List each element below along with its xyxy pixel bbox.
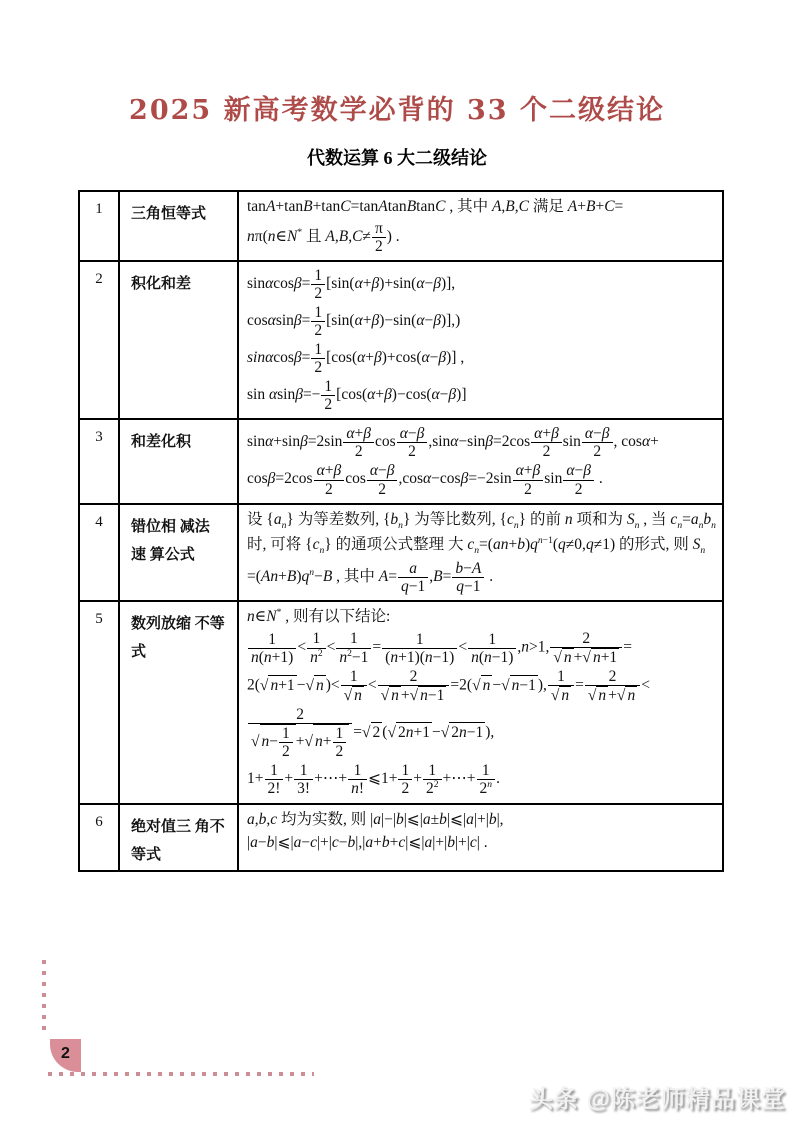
- conclusions-table: [78, 190, 724, 872]
- formula-line: cosαsinβ= $\frac{1}{2}$ [sin(α+β)−sin(α−β)],): [247, 304, 461, 340]
- section-subtitle: 代数运算 6 大二级结论: [307, 148, 487, 168]
- formula-line: 2(√ n+1 −√ n )< $\frac{1}{√ n}$ < $\frac{2}{√ n +√ n-1}$ =2(√ n −√ n−1 ), $\frac{1}{√ n}$ = $\frac{2}{√ n +√ n}$ <: [247, 668, 650, 705]
- decor-vertical-dotted-line: [42, 960, 46, 1034]
- table-row: [79, 804, 723, 871]
- row-topic: [119, 191, 238, 261]
- page-number-badge: 2: [50, 1039, 81, 1072]
- row-formulas: [238, 261, 723, 419]
- page-title: 2025 新高考数学必背的 33 个二级结论: [129, 95, 665, 126]
- decor-horizontal-dotted-line: [48, 1072, 314, 1076]
- formula-line: 时, 可将 $\{c_n\}$ 的通项公式整理 大 $c_n=(an+b)q^{n-1}(q\ne 0,q\ne 1)$ 的形式, 则 $S_n$: [247, 534, 706, 556]
- conclusions-table-body: [79, 191, 723, 871]
- formula-line: 设 $\{a_n\}$ 为等差数列, $\{b_n\}$ 为等比数列, $\{c_n\}$ 的前 n 项和为 $S_n$ , 当 $c_n=a_nb_n$: [247, 510, 716, 531]
- formula-line: tanA+tanB+tanC=tanAtanBtanC , 其中 A,B,C 满足 A+B+C=: [247, 198, 624, 215]
- topic-line: 数列放缩 不等: [131, 615, 225, 632]
- row-topic: [119, 601, 238, 804]
- formula-line: a,b,c 均为实数, 则 |a|−|b|⩽|a±b|⩽|a|+|b|,: [247, 810, 504, 828]
- formula-line: cosβ=2cos $\frac{\alpha+\beta}{2}$ cos $\frac{\alpha-\beta}{2}$ ,cosα−cosβ=−2sin $\frac{\alpha+\beta}{2}$ sin $\frac{\alpha-\beta}{2}$ .: [247, 462, 603, 498]
- row-topic: [119, 804, 238, 871]
- topic-line: 三角恒等式: [131, 206, 207, 222]
- row-formulas: [238, 419, 723, 503]
- row-number: 3: [79, 419, 119, 503]
- topic-line: 等式: [131, 847, 162, 864]
- formula-line: 2 √ n− $\frac{1}{2}$ +√ n+ $\frac{1}{2}$ =√ 2 (√ 2n+1 −√ 2n−1 ),: [247, 706, 716, 760]
- formula-line: |a−b|⩽|a−c|+|c−b|,|a+b+c|⩽|a|+|b|+|c| .: [247, 833, 488, 851]
- formula-line: sin αsinβ=− $\frac{1}{2}$ [cos(α+β)−cos(α−β)]: [247, 378, 467, 414]
- row-number: 6: [79, 804, 119, 871]
- row-formulas: [238, 191, 723, 261]
- table-row: [79, 419, 723, 503]
- topic-line: 积化和差: [131, 276, 192, 293]
- table-row: [79, 191, 723, 261]
- watermark-text: 头条 @陈老师精品课堂: [528, 1086, 786, 1113]
- formula-line: sinαcosβ= $\frac{1}{2}$ [cos(α+β)+cos(α−β)] ,: [247, 341, 465, 377]
- topic-line: 错位相 减法: [131, 518, 210, 535]
- topic-line: 式: [131, 644, 147, 661]
- table-row: [79, 504, 723, 601]
- formula-line: n∈N* , 则有以下结论:: [247, 606, 391, 626]
- formula-line: 1+ $\frac{1}{2!}$ + $\frac{1}{3!}$ +⋯+ $\frac{1}{n!}$ ⩽1+ $\frac{1}{2}$ + $\frac{1}{2^2}$ +⋯+ $\frac{1}{2^n}$ .: [247, 762, 500, 798]
- formula-line: $\frac{1}{n(n+1)}$ < $\frac{1}{n^2}$ < $\frac{1}{n^2-1}$ = $\frac{1}{(n+1)(n-1)}$ < $\frac{1}{n(n-1)}$ ,n>1, $\frac{2}{√ n +√ n+1}$ =: [247, 630, 716, 666]
- row-number: 5: [79, 601, 119, 804]
- topic-line: 速 算公式: [131, 547, 195, 564]
- table-row: [79, 601, 723, 804]
- topic-line: 和差化积: [131, 434, 192, 451]
- row-number: 1: [79, 191, 119, 261]
- formula-line: nπ(n∈N* 且 A,B,C≠ $\frac{\pi}{2}$ ) .: [247, 219, 400, 255]
- row-topic: [119, 504, 238, 601]
- formula-line: sinαcosβ= $\frac{1}{2}$ [sin(α+β)+sin(α−β)],: [247, 267, 456, 303]
- topic-line: 绝对值三 角不: [131, 818, 225, 835]
- row-formulas: [238, 804, 723, 871]
- row-topic: [119, 261, 238, 419]
- formula-line: sinα+sinβ=2sin $\frac{\alpha+\beta}{2}$ cos $\frac{\alpha-\beta}{2}$ ,sinα−sinβ=2cos $\frac{\alpha+\beta}{2}$ sin $\frac{\alpha-\beta}{2}$ , cosα+: [247, 425, 659, 461]
- formula-line: $=(An+B)q^n-B$ , 其中 A= $\frac{a}{q-1}$ ,B= $\frac{b-A}{q-1}$ .: [247, 559, 494, 595]
- row-number: 2: [79, 261, 119, 419]
- row-topic: [119, 419, 238, 503]
- row-formulas: [238, 504, 723, 601]
- row-formulas: [238, 601, 723, 804]
- row-number: 4: [79, 504, 119, 601]
- table-row: [79, 261, 723, 419]
